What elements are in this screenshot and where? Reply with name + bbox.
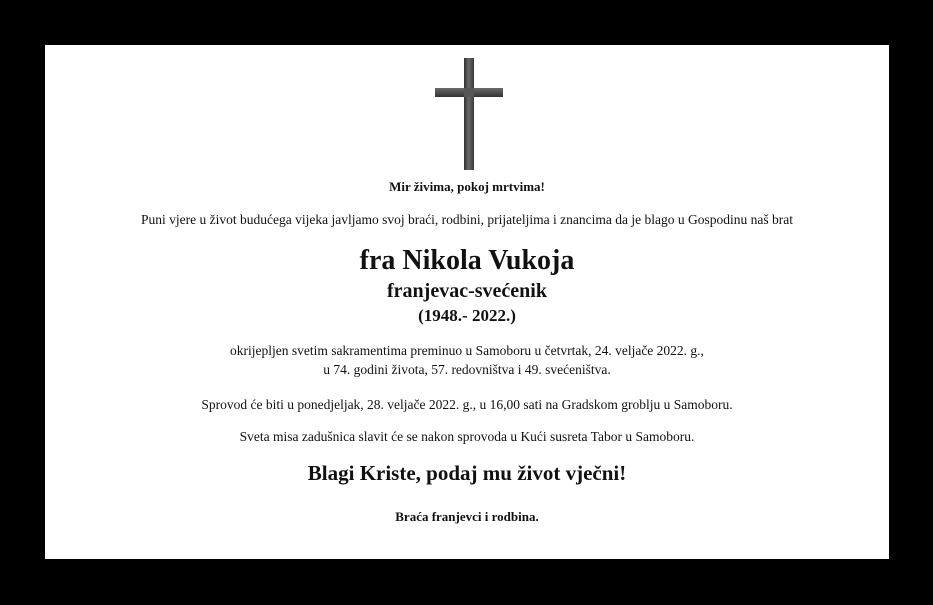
signature: Braća franjevci i rodbina. — [395, 509, 539, 524]
deceased-name: fra Nikola Vukoja — [359, 245, 575, 276]
obituary-notice — [45, 45, 889, 559]
life-years: (1948.- 2022.) — [418, 306, 516, 325]
death-details-line-1: okrijepljen svetim sakramentima preminuo u Samoboru u četvrtak, 24. veljače 2022. g., — [230, 343, 704, 358]
deceased-role: franjevac-svećenik — [387, 280, 547, 302]
motto: Mir živima, pokoj mrtvima! — [389, 179, 545, 194]
closing-prayer: Blagi Kriste, podaj mu život vječni! — [307, 461, 627, 485]
mass-details: Sveta misa zadušnica slavit će se nakon sprovoda u Kući susreta Tabor u Samoboru. — [239, 429, 695, 444]
funeral-details: Sprovod će biti u ponedjeljak, 28. veljače 2022. g., u 16,00 sati na Gradskom groblju u Samoboru. — [201, 397, 733, 412]
cross-icon — [435, 58, 503, 170]
intro-text: Puni vjere u život budućega vijeka javljamo svoj braći, rodbini, prijateljima i znancima da je blago u Gospodinu naš brat — [141, 212, 793, 227]
death-details-line-2: u 74. godini života, 57. redovništva i 49. svećeništva. — [323, 362, 611, 377]
